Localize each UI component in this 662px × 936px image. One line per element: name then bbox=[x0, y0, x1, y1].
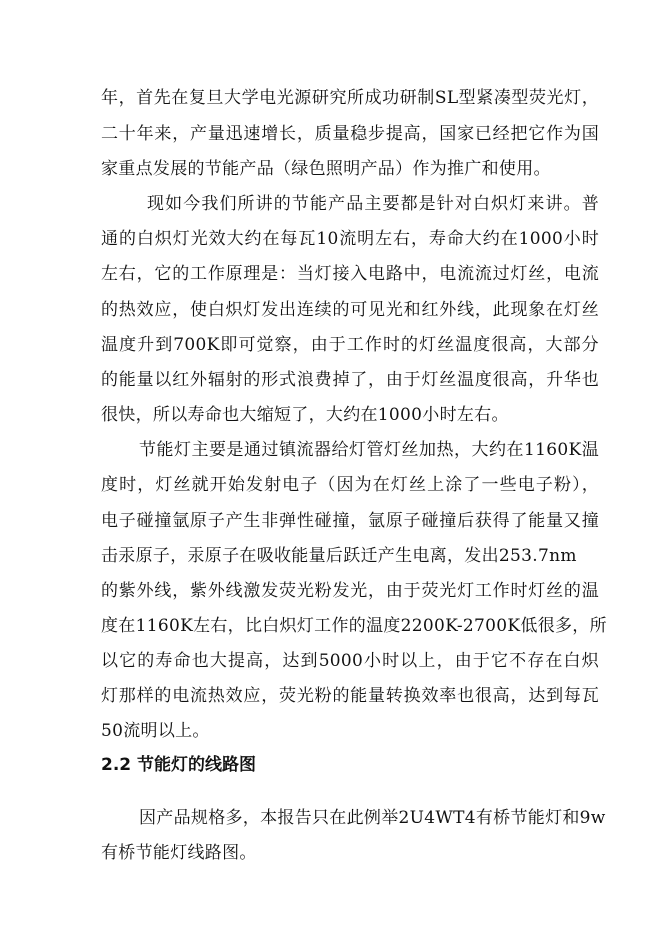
paragraph-line: 50流明以上。 bbox=[101, 721, 210, 741]
section-heading: 2.2 节能灯的线路图 bbox=[101, 755, 257, 775]
paragraph-line: 击汞原子，汞原子在吸收能量后跃迁产生电离，发出253.7nm bbox=[101, 546, 577, 566]
paragraph-line: 家重点发展的节能产品（绿色照明产品）作为推广和使用。 bbox=[101, 159, 551, 179]
paragraph-line: 通的白炽灯光效大约在每瓦10流明左右，寿命大约在1000小时 bbox=[101, 229, 599, 249]
paragraph-line: 度时，灯丝就开始发射电子（因为在灯丝上涂了一些电子粉）， bbox=[101, 475, 599, 495]
paragraph-line: 的能量以红外辐射的形式浪费掉了，由于灯丝温度很高，升华也 bbox=[101, 370, 599, 390]
paragraph-line: 电子碰撞氩原子产生非弹性碰撞，氩原子碰撞后获得了能量又撞 bbox=[101, 511, 599, 531]
paragraph-line: 很快，所以寿命也大缩短了，大约在1000小时左右。 bbox=[101, 405, 509, 425]
paragraph-line: 因产品规格多，本报告只在此例举2U4WT4有桥节能灯和9w bbox=[139, 808, 606, 828]
paragraph-line: 灯那样的电流热效应，荧光粉的能量转换效率也很高，达到每瓦 bbox=[101, 686, 599, 706]
paragraph-line: 年，首先在复旦大学电光源研究所成功研制SL型紧凑型荧光灯， bbox=[101, 88, 599, 108]
paragraph-line: 节能灯主要是通过镇流器给灯管灯丝加热，大约在1160K温 bbox=[139, 440, 599, 460]
paragraph-line: 有桥节能灯线路图。 bbox=[101, 843, 257, 863]
paragraph-line: 以它的寿命也大提高，达到5000小时以上，由于它不存在白炽 bbox=[101, 651, 599, 671]
paragraph-line: 度在1160K左右，比白炽灯工作的温度2200K-2700K低很多，所 bbox=[101, 616, 607, 636]
paragraph-line: 二十年来，产量迅速增长，质量稳步提高，国家已经把它作为国 bbox=[101, 124, 599, 144]
paragraph-line: 温度升到700K即可觉察，由于工作时的灯丝温度很高，大部分 bbox=[101, 335, 599, 355]
paragraph-line: 左右，它的工作原理是：当灯接入电路中，电流流过灯丝，电流 bbox=[101, 264, 599, 284]
paragraph-line: 的紫外线，紫外线激发荧光粉发光，由于荧光灯工作时灯丝的温 bbox=[101, 581, 599, 601]
paragraph-line: 现如今我们所讲的节能产品主要都是针对白炽灯来讲。普 bbox=[147, 194, 599, 214]
paragraph-line: 的热效应，使白炽灯发出连续的可见光和红外线，此现象在灯丝 bbox=[101, 300, 599, 320]
